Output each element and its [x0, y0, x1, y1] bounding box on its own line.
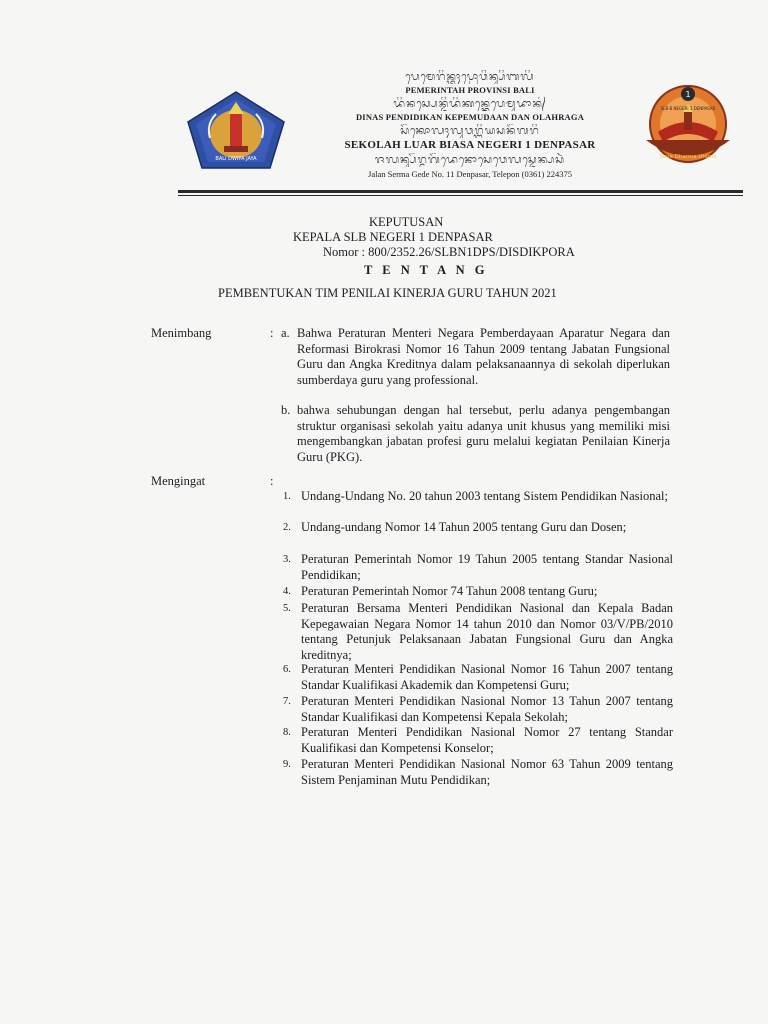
item-marker: 3. — [283, 554, 291, 565]
item-marker: 4. — [283, 586, 291, 597]
item-marker: 5. — [283, 603, 291, 614]
item-marker: 6. — [283, 664, 291, 675]
section-label-mengingat: Mengingat — [151, 474, 206, 488]
item-text: Peraturan Bersama Menteri Pendidikan Nasional dan Kepala Badan Kepegawaian Negara Nomor 14 tahun 2010 dan Nomor 03/V/PB/2010 tentang Petunjuk Pelaksanaan Jabatan Fungsional Guru dan Angka kreditnya; — [301, 601, 673, 662]
decree-about-label: T E N T A N G — [364, 263, 489, 277]
decree-subject: PEMBENTUKAN TIM PENILAI KINERJA GURU TAHUN 2021 — [218, 286, 557, 300]
svg-text:BALI DWIPA JAYA: BALI DWIPA JAYA — [215, 156, 257, 162]
item-marker: 1. — [283, 491, 291, 502]
school-name: SEKOLAH LUAR BIASA NEGERI 1 DENPASAR — [344, 139, 596, 151]
balinese-script-line: ᬚᬮᬦ᭄ᬲᭂᬭ᭄ᬫᬕᭂᬤᬾᬦᭀᬲᬾᬯᬾᬮᬲ᭄ᬤᬾᬦ᭄ᬧᬲᬃ — [374, 153, 566, 166]
section-colon: : — [270, 474, 274, 488]
section-label-menimbang: Menimbang — [151, 326, 212, 340]
item-text: Bahwa Peraturan Menteri Negara Pemberdayaan Aparatur Negara dan Reformasi Birokrasi Nomor 16 Tahun 2009 tentang Jabatan Fungsional Guru dan Angka Kreditnya dalam pelaksanaannya di sekolah diperlukan sumberdaya guru yang professional. — [297, 326, 670, 387]
school-emblem-icon — [638, 82, 738, 168]
school-address: Jalan Serma Gede No. 11 Denpasar, Telepon (0361) 224375 — [368, 169, 572, 179]
item-marker: a. — [281, 326, 290, 340]
svg-text:SLB-B NEGERI 1 DENPASAR: SLB-B NEGERI 1 DENPASAR — [660, 106, 716, 111]
letterhead-divider — [178, 190, 743, 193]
decree-number: Nomor : 800/2352.26/SLBN1DPS/DISDIKPORA — [323, 245, 575, 259]
item-text: Undang-Undang No. 20 tahun 2003 tentang Sistem Pendidikan Nasional; — [301, 489, 668, 503]
item-marker: 2. — [283, 522, 291, 533]
item-text: Peraturan Menteri Pendidikan Nasional Nomor 16 Tahun 2007 tentang Standar Kualifikasi Akademik dan Kompetensi Guru; — [301, 662, 673, 692]
svg-text:1: 1 — [685, 90, 691, 99]
item-text: Undang-undang Nomor 14 Tahun 2005 tentang Guru dan Dosen; — [301, 520, 627, 534]
department-name: DINAS PENDIDIKAN KEPEMUDAAN DAN OLAHRAGA — [355, 112, 585, 122]
item-text: Peraturan Menteri Pendidikan Nasional Nomor 63 Tahun 2009 tentang Sistem Penjaminan Mutu Pendidikan; — [301, 757, 673, 787]
letterhead — [300, 70, 640, 181]
bali-province-emblem-icon — [186, 90, 286, 170]
balinese-script-line: ᬲᭂᬓᭀᬮᬄᬮᬸᬯᬭ᭄ᬩᬶᬬᬲᬦᭂᬕᬭᬶ — [400, 124, 540, 137]
item-marker: b. — [281, 403, 291, 417]
government-name: PEMERINTAH PROVINSI BALI — [405, 85, 535, 95]
svg-text:Seva Dharma Utama: Seva Dharma Utama — [659, 154, 717, 160]
balinese-script-line: ᬧᬾᬫᬾᬭᬶᬦ᭄ᬢᬄᬧ᭄ᬭᭀᬯᬶᬦ᭄ᬲᬶᬩᬮᬶ — [405, 70, 535, 83]
item-marker: 8. — [283, 727, 291, 738]
decree-issuer: KEPALA SLB NEGERI 1 DENPASAR — [293, 230, 493, 244]
item-text: Peraturan Menteri Pendidikan Nasional Nomor 13 Tahun 2007 tentang Standar Kualifikasi dan Kompetensi Kepala Sekolah; — [301, 694, 673, 724]
item-marker: 7. — [283, 696, 291, 707]
item-text: bahwa sehubungan dengan hal tersebut, perlu adanya pengembangan struktur organisasi sekolah yaitu adanya unit khusus yang memiliki misi mengembangkan jabatan profesi guru melalui kegiatan Penilaian Kinerja Guru (PKG). — [297, 403, 670, 464]
item-text: Peraturan Menteri Pendidikan Nasional Nomor 27 tentang Standar Kualifikasi dan Kompetensi Konselor; — [301, 725, 673, 755]
item-text: Peraturan Pemerintah Nomor 74 Tahun 2008 tentang Guru; — [301, 584, 598, 598]
balinese-script-line: ᬤᬶᬦᬲ᭄ᬧᬾᬦ᭄ᬤᬶᬤᬶᬓᬦ᭄ᬓᬾᬧᬾᬫᬸᬤᬵᬦ᭄ — [393, 97, 547, 110]
item-marker: 9. — [283, 759, 291, 770]
letterhead-divider-thin — [178, 195, 743, 196]
section-colon: : — [270, 326, 274, 340]
decree-title: KEPUTUSAN — [369, 215, 444, 229]
item-text: Peraturan Pemerintah Nomor 19 Tahun 2005 tentang Standar Nasional Pendidikan; — [301, 552, 673, 582]
